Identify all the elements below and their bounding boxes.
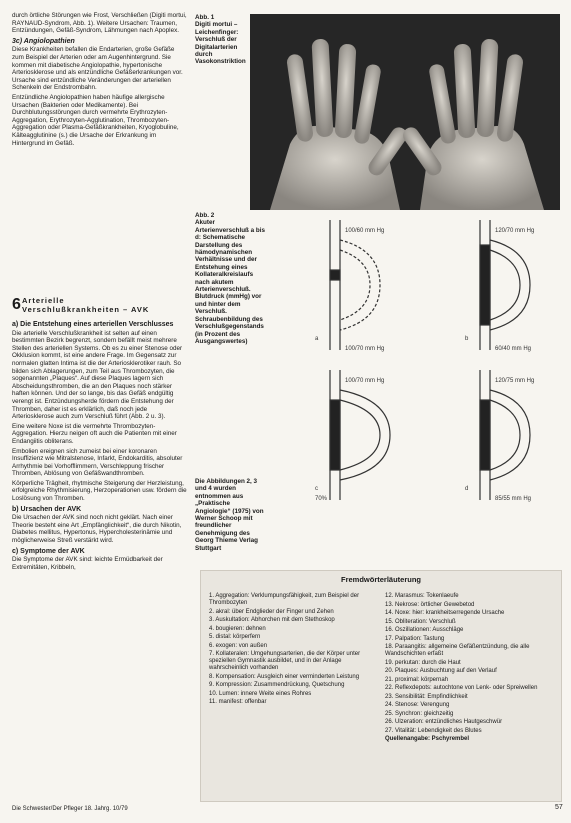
caption-abb1: Abb. 1 Digiti mortui – Leichenfinger: Verschluß der Digitalarterien durch Vasokonstriktion xyxy=(195,14,246,66)
hands-illustration xyxy=(250,14,560,210)
paragraph: Embolien ereignen sich zumeist bei einer koronaren Insuffizienz wie Mitralstenose, Infarkt, Endokarditis, absoluter Arrhythmie bei Vorhofflimmern, Verschleppung frischer Thromben, Ablösung von Gefäßwandthromben. xyxy=(12,447,183,478)
caption-credit: Die Abbildungen 2, 3 und 4 wurden entnommen aus „Praktische Angiologie“ (1975) von Werner Schoop mit freundlicher Genehmigung des Georg Thieme Verlag Stuttgart xyxy=(195,478,264,552)
glossary-right xyxy=(385,593,555,745)
glossary-item: 18. Paraangitis: allgemeine Gefäßentzündung, die alle Wandschichten erfaßt xyxy=(385,644,530,657)
glossary-item: 8. Kompensation: Ausgleich einer verminderten Leistung xyxy=(209,673,360,680)
label-b: b xyxy=(465,336,469,342)
label-c: c xyxy=(315,486,318,492)
text-column-upper xyxy=(12,12,187,149)
subheading-symptome: c) Symptome der AVK xyxy=(12,547,85,555)
section-title-line2: Verschlußkrankheiten – AVK xyxy=(22,305,150,314)
glossary-item: 21. proximal: körpernah xyxy=(385,676,449,683)
text-column-lower xyxy=(12,318,187,573)
paragraph: Die Ursachen der AVK sind noch nicht geklärt. Nach einer Theorie besteht eine Art „Empfänglichkeit“, die durch Nikotin, Diabetes mellitus, Hypertonus, Hypercholesterinämie und möglicherweise Streß verstärkt wird. xyxy=(12,514,182,545)
glossary-item: 3. Auskultation: Abhorchen mit dem Stethoskop xyxy=(209,617,335,623)
panel-b xyxy=(480,220,530,350)
glossary-item: 25. Synchron: gleichzeitig xyxy=(385,710,454,717)
glossary-title: Fremdwörterläuterung xyxy=(340,575,421,584)
subheading-entstehung: a) Die Entstehung eines arteriellen Verschlusses xyxy=(12,321,174,328)
label-a-top: 100/60 mm Hg xyxy=(345,228,385,234)
panel-a xyxy=(330,220,380,350)
section-title-line1: Arterielle xyxy=(22,296,65,305)
label-a: a xyxy=(315,336,319,342)
hands-photo xyxy=(250,14,560,210)
label-b-top: 120/70 mm Hg xyxy=(495,228,535,234)
glossary-item: 7. Kollateralen: Umgehungsarterien, die der Körper unter speziellen Gymnastik ausbildet, und in der Anlage wahrscheinlich vorhanden xyxy=(209,651,361,671)
label-c-bottom: 70% xyxy=(315,496,328,502)
glossary-left xyxy=(209,593,379,708)
paragraph: Eine weitere Noxe ist die vermehrte Thrombozyten-Aggregation. Hierzu neigen oft auch die Patienten mit einer Endangiitis obliterans. xyxy=(12,422,177,445)
glossary-item: 5. distal: körperfern xyxy=(209,634,261,640)
label-b-bottom: 60/40 mm Hg xyxy=(495,346,532,352)
glossary-item: 10. Lumen: innere Weite eines Rohres xyxy=(209,690,312,697)
section-title xyxy=(22,296,187,314)
panel-c xyxy=(330,370,390,500)
label-c-top: 100/70 mm Hg xyxy=(345,378,385,384)
glossary-item: 2. akral: über Endglieder der Finger und Zehen xyxy=(209,608,334,615)
label-d: d xyxy=(465,486,469,492)
glossary-item: 27. Vitalität: Lebendigkeit des Blutes xyxy=(385,727,482,734)
arterial-occlusion-diagram xyxy=(310,210,560,510)
glossary-item: 11. manifest: offenbar xyxy=(209,699,267,705)
glossary-item: 12. Marasmus: Tokenlaeufe xyxy=(385,593,459,599)
paragraph: Diese Krankheiten befallen die Endarterien, große Gefäße zum Beispiel der Arterien oder am Augenhintergrund. Sie kommen mit diabetische Angiolopathie, hypertonische Arteriosklerose und als entzündliche Gefäßerkrankungen vor. Ursache sind entzündliche Veränderungen der arteriellen Schenkeln der Endstrombahn. xyxy=(12,46,183,92)
glossary-item: 9. Kompression: Zusammendrückung, Quetschung xyxy=(209,682,345,688)
subheading-angiolopathien: 3c) Angiolopathien xyxy=(12,37,75,45)
section-heading xyxy=(12,296,187,314)
glossary-box xyxy=(200,570,562,802)
glossary-item: 6. exogen: von außen xyxy=(209,642,268,649)
glossary-source: Quellenangabe: Pschyrembel xyxy=(385,736,470,742)
paragraph: Entzündliche Angiolopathien haben häufige allergische Ursachen (Bakterien oder Medikamente). Bei Durchblutungsstörungen durch vermehrte Erythrozyten-Aggregation, Erythrozyten-Agglutination, Thrombozyten-Aggregation oder Plasma-Gefäßkrankheiten, Kryoglobuline, Kälteagglutinine (s.) die Ursache der Erkrankung im Hintergrund im Gefäß. xyxy=(12,93,179,147)
label-a-bottom: 100/70 mm Hg xyxy=(345,346,385,352)
glossary-item: 15. Obliteration: Verschluß xyxy=(385,618,456,625)
paragraph: Körperliche Trägheit, rhytmische Steigerung der Herzleistung, erfolgreiche Rhythmisierung, Herzoperationen usw. fördern die Loslösung von Thromben. xyxy=(12,479,187,503)
diagram-svg xyxy=(310,210,560,510)
section-number: 6 xyxy=(12,296,21,313)
caption-abb2: Abb. 2 Akuter Arterienverschluß a bis d: Schematische Darstellung des hämodynamischen Verhältnisse und der Entstehung eines Kollateralkreislaufs nach akutem Arterienverschluß. Blutdruck (mmHg) vor und hinter dem Verschluß. Schraubenbildung des Verschlußgegenstands (in Prozent des Ausgangswertes) xyxy=(195,212,265,345)
glossary-item: 1. Aggregation: Verklumpungsfähigkeit, zum Beispiel der Thrombozyten xyxy=(209,593,360,606)
glossary-item: 16. Oszillationen: Ausschläge xyxy=(385,627,464,633)
glossary-item: 20. Plaques: Ausbuchtung auf den Verlauf xyxy=(385,668,497,674)
footer-journal: Die Schwester/Der Pfleger 18. Jahrg. 10/79 xyxy=(12,806,128,812)
glossary-item: 26. Ulzeration: entzündliches Hautgeschwür xyxy=(385,719,503,725)
paragraph: Die arterielle Verschlußkrankheit ist selten auf einen bestimmten Bezirk begrenzt, sondern befällt meist mehrere Stellen des arteriellen Systems. Ob es zu einer Stenose oder Okklusion kommt, ist eine andere Frage. Im Gegensatz zur normalen glatten Intima ist die der Arteriosklerotiker rauh. So bilden sich Ablagerungen, zum Teil aus Thrombozyten, die sogenannten „Plaques“. Auf diese Plaques lagern sich Abscheidungsthromben, die an den Plaques noch stärker haften können. Und der so lange, bis das Gefäß endgültig verengt ist. Entzündungsherde fördern die Entstehung der Thromben, daher ist es erklärlich, daß noch jede Arteriosklerose auch zum Verschluß führt (Abb. 2 u. 3). xyxy=(12,329,183,421)
panel-d xyxy=(480,370,530,500)
page-number: 57 xyxy=(555,804,563,811)
glossary-item: 4. bougieren: dehnen xyxy=(209,625,266,632)
glossary-item: 13. Nekrose: örtlicher Gewebetod xyxy=(385,601,475,608)
glossary-item: 22. Reflexdepots: autochtone von Lenk- oder Spreiwellen xyxy=(385,685,538,691)
glossary-item: 24. Stenose: Verengung xyxy=(385,702,450,708)
glossary-item: 14. Noxe: hier: krankheitserregende Ursache xyxy=(385,610,505,616)
label-d-top: 120/75 mm Hg xyxy=(495,378,535,384)
paragraph: Die Symptome der AVK sind: leichte Ermüdbarkeit der Extremitäten, Kribbeln, xyxy=(12,556,163,571)
glossary-item: 17. Palpation: Tastung xyxy=(385,635,445,642)
glossary-item: 23. Sensibilität: Empfindlichkeit xyxy=(385,693,468,700)
label-d-bottom: 85/55 mm Hg xyxy=(495,496,532,502)
subheading-ursachen: b) Ursachen der AVK xyxy=(12,505,82,513)
paragraph: durch örtliche Störungen wie Frost, Verschließen (Digiti mortui, RAYNAUD-Syndrom, Abb. 1). Weitere Ursachen: Traumen, Entzündungen, Gefäß-Syndrom, Lähmungen nach Apoplex. xyxy=(12,12,187,35)
glossary-item: 19. perkutan: durch die Haut xyxy=(385,659,461,666)
